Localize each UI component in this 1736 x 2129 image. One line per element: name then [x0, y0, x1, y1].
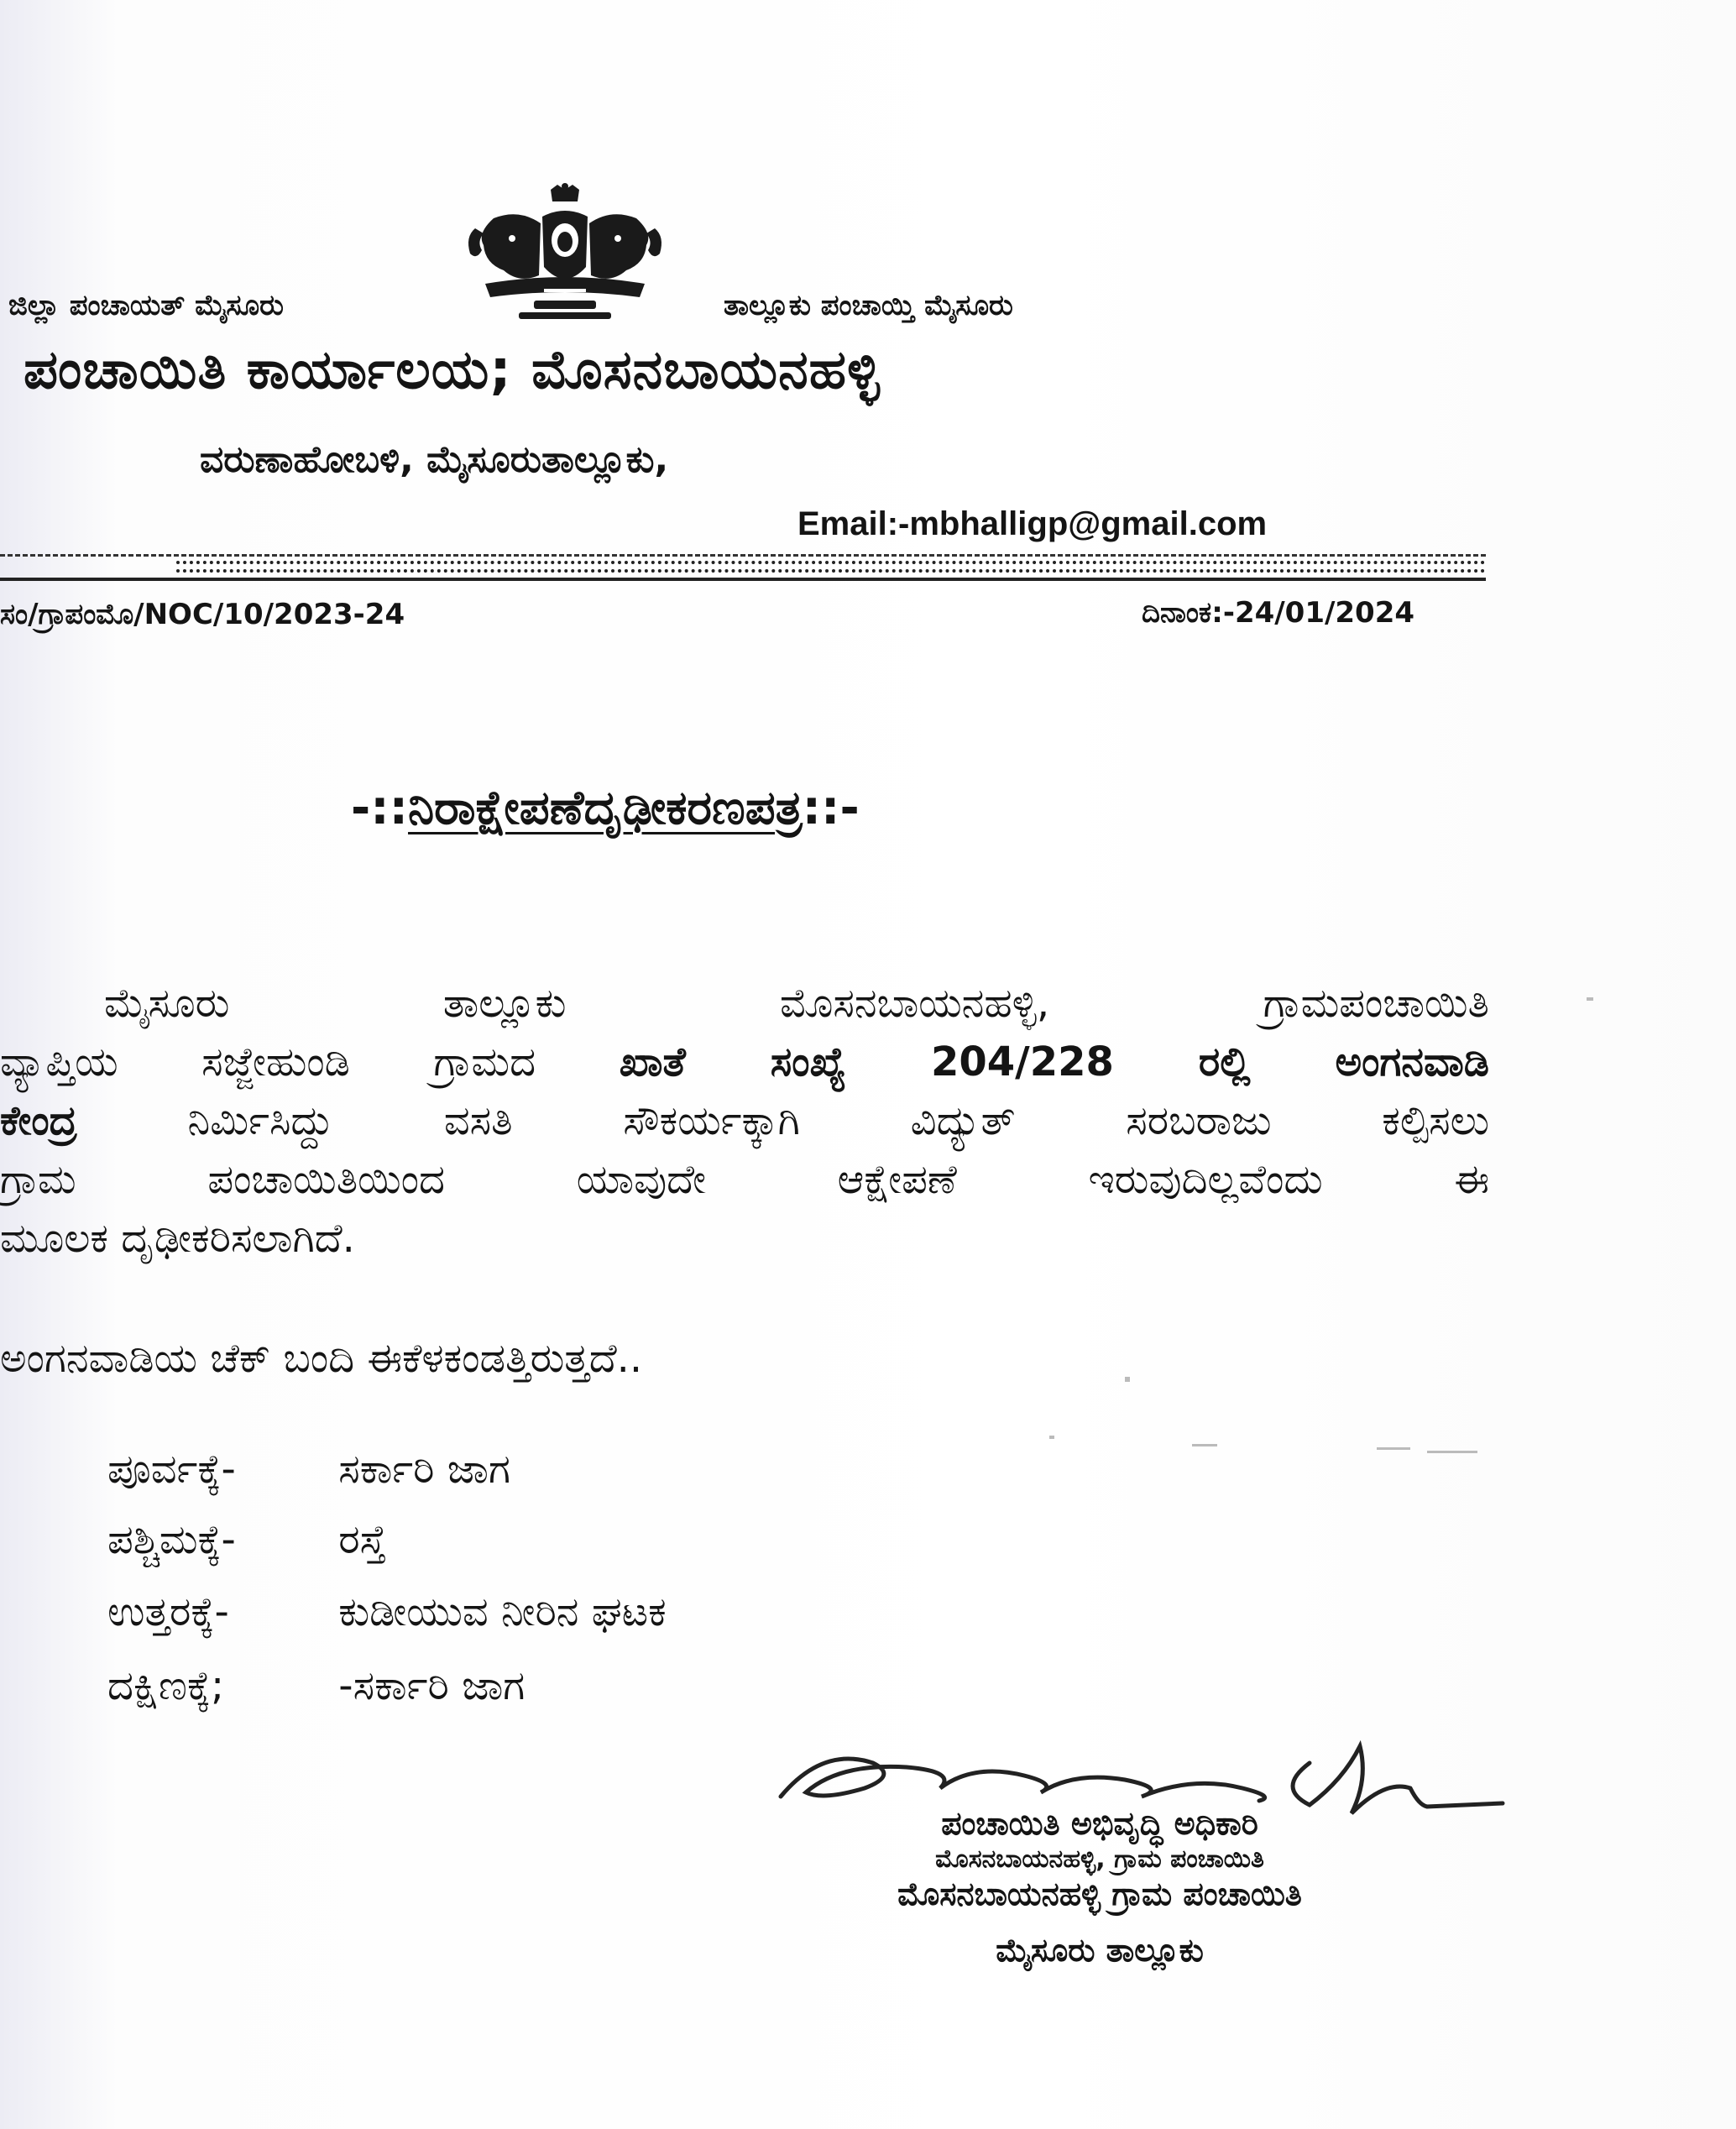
boundary-west [107, 1516, 386, 1564]
signatory-designation: ಪಂಚಾಯಿತಿ ಅಭಿವೃದ್ಧಿ ಅಧಿಕಾರಿ [941, 1805, 1258, 1842]
body-line-1: ಮೈಸೂರು ತಾಲ್ಲೂಕು ಮೊಸನಬಾಯನಹಳ್ಳಿ, ಗ್ರಾಮಪಂಚಾಯಿತಿ [104, 980, 1489, 1027]
stamp-line: ಮೊಸನಬಾಯನಹಳ್ಳಿ, ಗ್ರಾಮ ಪಂಚಾಯಿತಿ [935, 1844, 1264, 1874]
boundary-value: ಕುಡೀಯುವ ನೀರಿನ ಘಟಕ [338, 1588, 667, 1635]
scan-speck [1125, 1377, 1130, 1382]
boundary-south [107, 1662, 525, 1710]
boundary-direction: ದಕ್ಷಿಣಕ್ಕೆ; [107, 1662, 225, 1709]
signatory-stamp [806, 1805, 1394, 1969]
body-line-2-plain: ವ್ಯಾಪ್ತಿಯ ಸಜ್ಜೇಹುಂಡಿ ಗ್ರಾಮದ [0, 1038, 536, 1085]
kendra-highlight: ಕೇಂದ್ರ [0, 1097, 77, 1144]
hobli-line: ವರುಣಾಹೋಬಳಿ, ಮೈಸೂರುತಾಲ್ಲೂಕು, [200, 438, 669, 481]
scan-speck [1587, 997, 1593, 1001]
title-suffix: ::- [802, 781, 860, 835]
scan-speck [1192, 1444, 1217, 1446]
scan-speck [1427, 1451, 1477, 1453]
body-line-5: ಮೂಲಕ ದೃಢೀಕರಿಸಲಾಗಿದೆ. [0, 1215, 355, 1262]
header-divider-dotted-1 [176, 561, 1486, 564]
boundary-direction: ಪಶ್ಚಿಮಕ್ಕೆ- [107, 1516, 236, 1563]
boundary-intro: ಅಂಗನವಾಡಿಯ ಚೆಕ್ ಬಂದಿ ಈಕೆಳಕಂಡತ್ತಿರುತ್ತದೆ.. [0, 1335, 643, 1382]
district-panchayat-label: ಜಿಲ್ಲಾ ಪಂಚಾಯತ್ ಮೈಸೂರು [8, 289, 284, 322]
account-number-highlight: ಖಾತೆ ಸಂಖ್ಯೆ 204/228 ರಲ್ಲಿ ಅಂಗನವಾಡಿ [619, 1038, 1489, 1085]
boundary-direction: ಪೂರ್ವಕ್ಕೆ- [107, 1446, 236, 1493]
reference-number: ಸಂ/ಗ್ರಾಪಂಮೊ/NOC/10/2023-24 [0, 598, 405, 631]
scan-speck [1377, 1447, 1410, 1450]
signatory-panchayat: ಮೊಸನಬಾಯನಹಳ್ಳಿ ಗ್ರಾಮ ಪಂಚಾಯಿತಿ [897, 1875, 1302, 1912]
office-name: ಪಂಚಾಯಿತಿ ಕಾರ್ಯಾಲಯ; ಮೊಸನಬಾಯನಹಳ್ಳಿ [24, 339, 881, 401]
header-divider-solid [0, 578, 1486, 581]
boundary-value: -ಸರ್ಕಾರಿ ಜಾಗ [338, 1662, 526, 1709]
body-line-3-plain: ನಿರ್ಮಿಸಿದ್ದು ವಸತಿ ಸೌಕರ್ಯಕ್ಕಾಗಿ ವಿದ್ಯುತ್ ಸರಬರಾಜು ಕಲ್ಪಿಸಲು [187, 1097, 1489, 1144]
state-emblem-icon [460, 183, 670, 326]
document-title [351, 781, 860, 836]
header-divider-dashed [0, 554, 1486, 557]
signatory-taluk: ಮೈಸೂರು ತಾಲ್ಲೂಕು [996, 1932, 1204, 1969]
title-prefix: -:: [351, 781, 409, 835]
boundary-east [107, 1446, 510, 1493]
header-divider-dotted-2 [176, 569, 1486, 573]
body-line-4: ಗ್ರಾಮ ಪಂಚಾಯಿತಿಯಿಂದ ಯಾವುದೇ ಆಕ್ಷೇಪಣೆ ಇರುವುದಿಲ್ಲವೆಂದು ಈ [0, 1156, 1489, 1203]
scan-speck [1049, 1436, 1054, 1439]
title-text: ನಿರಾಕ್ಷೇಪಣೆದೃಢೀಕರಣಪತ್ರ [408, 781, 803, 835]
body-line-2 [0, 1033, 1489, 1091]
taluk-panchayat-label: ತಾಲ್ಲೂಕು ಪಂಚಾಯ್ತಿ ಮೈಸೂರು [724, 289, 1013, 322]
boundary-value: ರಸ್ತೆ [338, 1516, 387, 1563]
boundary-value: ಸರ್ಕಾರಿ ಜಾಗ [338, 1446, 510, 1493]
body-line-3 [0, 1091, 1489, 1150]
boundary-north [107, 1588, 667, 1636]
email-line: Email:-mbhalligp@gmail.com [797, 505, 1268, 542]
document-date: ದಿನಾಂಕ:-24/01/2024 [1142, 596, 1415, 630]
boundary-direction: ಉತ್ತರಕ್ಕೆ- [107, 1588, 229, 1635]
